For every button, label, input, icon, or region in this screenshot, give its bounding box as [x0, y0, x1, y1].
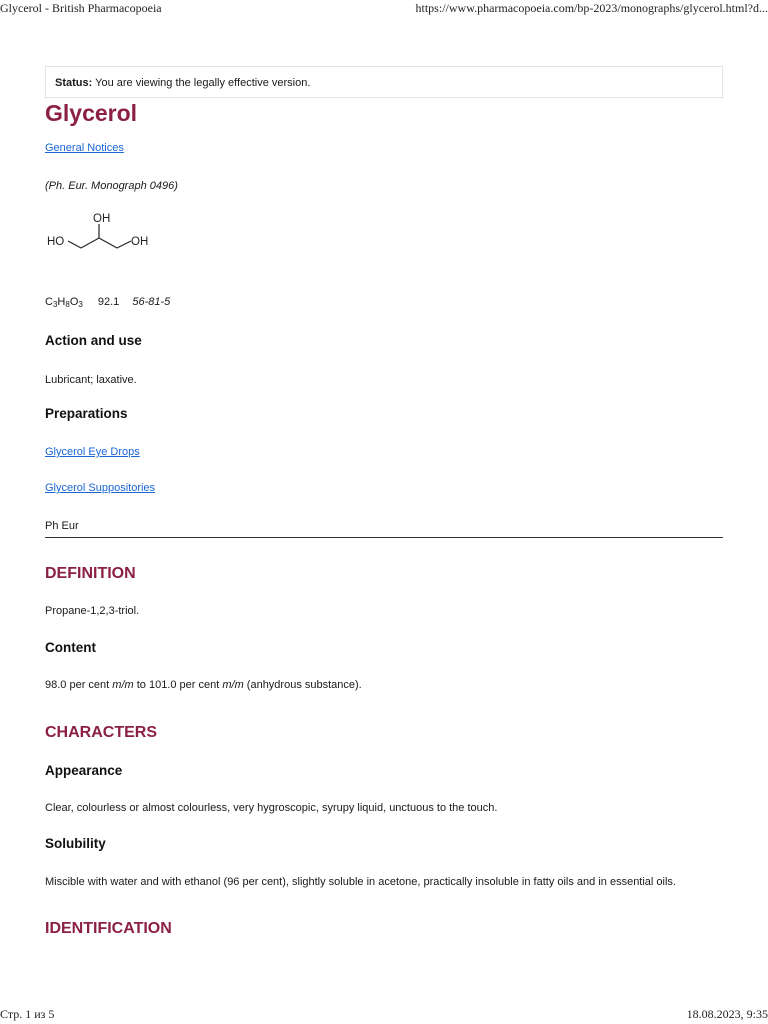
identification-heading: IDENTIFICATION [45, 920, 172, 937]
appearance-text: Clear, colourless or almost colourless, very hygroscopic, syrupy liquid, unctuous to the touch. [45, 802, 498, 814]
ho-left-label: HO [47, 236, 65, 248]
molecular-formula: $C_3H_8O_3$ [45, 296, 83, 309]
print-datetime: 18.08.2023, 9:35 [686, 1007, 768, 1021]
status-text: You are viewing the legally effective version. [92, 77, 311, 89]
general-notices-link[interactable]: General Notices [45, 142, 124, 154]
status-label: Status: [55, 77, 93, 89]
print-page-url: https://www.pharmacopoeia.com/bp-2023/monographs/glycerol.html?d... [415, 1, 768, 15]
print-page-title: Glycerol - British Pharmacopoeia [0, 1, 162, 15]
preparations-heading: Preparations [45, 406, 128, 421]
preparation-link-suppositories[interactable]: Glycerol Suppositories [45, 482, 156, 494]
section-divider [45, 537, 723, 538]
status-banner [45, 66, 723, 98]
characters-heading: CHARACTERS [45, 724, 157, 741]
page-title: Glycerol [45, 100, 138, 126]
oh-top-label: OH [93, 213, 111, 225]
carbon-chain-bonds [68, 238, 131, 248]
preparation-link-eye-drops[interactable]: Glycerol Eye Drops [45, 446, 140, 458]
monograph-content [45, 66, 723, 937]
definition-text: Propane-1,2,3-triol. [45, 605, 140, 617]
appearance-heading: Appearance [45, 763, 123, 778]
content-heading: Content [45, 640, 96, 655]
definition-heading: DEFINITION [45, 565, 136, 582]
ph-eur-reference: (Ph. Eur. Monograph 0496) [45, 180, 178, 192]
ph-eur-marker: Ph Eur [45, 520, 79, 532]
action-and-use-heading: Action and use [45, 333, 142, 348]
action-and-use-text: Lubricant; laxative. [45, 374, 137, 386]
print-header [0, 0, 768, 16]
glycerol-structure-image [45, 208, 157, 258]
cas-number: 56-81-5 [132, 296, 171, 308]
content-text: 98.0 per cent m/m to 101.0 per cent m/m (anhydrous substance). [45, 679, 362, 691]
print-footer [0, 1008, 768, 1024]
solubility-text: Miscible with water and with ethanol (96 per cent), slightly soluble in acetone, practically insoluble in fatty oils and in essential oils. [45, 876, 676, 888]
oh-right-label: OH [131, 236, 149, 248]
solubility-heading: Solubility [45, 836, 106, 851]
print-page-number: Стр. 1 из 5 [0, 1007, 55, 1021]
molecular-weight: 92.1 [97, 296, 120, 308]
formula-row [45, 295, 180, 309]
